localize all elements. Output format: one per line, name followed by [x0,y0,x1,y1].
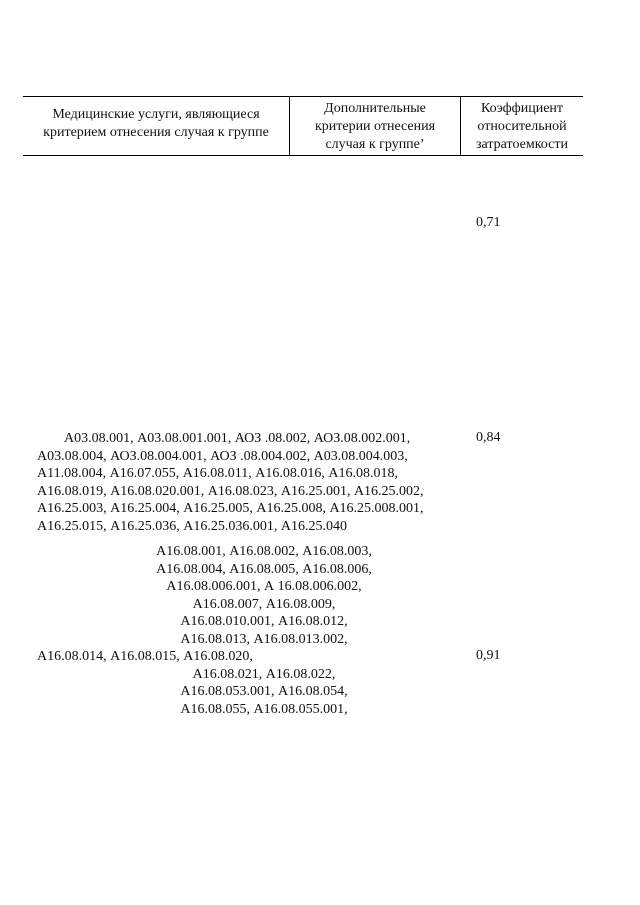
service-line: А16.08.004, А16.08.005, А16.08.006, [156,561,372,577]
header-top-rule [23,96,583,97]
service-line: А16.08.014, А16.08.015, А16.08.020, [37,649,253,664]
service-line: А16.25.015, А16.25.036, А16.25.036.001, А16.25.040 [37,518,347,534]
header-bottom-rule [23,155,583,156]
service-line: А16.08.053.001, А16.08.054, [180,684,348,699]
service-line: А16.25.003, А16.25.004, А16.25.005, А16.25.008, А16.25.008.001, [37,501,424,516]
header-services [23,106,289,142]
service-line: А03.08.001, А03.08.001.001, АОЗ .08.002, АОЗ.08.002.001, [64,431,411,446]
header-line: Медицинские услуги, являющиеся [52,107,260,122]
header-line: критерием отнесения случая к группе [43,125,269,140]
service-line: А11.08.004, А16.07.055, А16.08.011, А16.08.016, А16.08.018, [37,466,399,481]
service-line: А16.08.010.001, А16.08.012, [180,614,348,629]
header-line: Коэффициент [480,101,564,116]
coefficient-value: 0,84 [476,430,501,445]
header-line: затратоемкости [476,137,568,152]
header-line: Дополнительные [324,101,426,116]
coefficient-value: 0,91 [476,648,501,663]
services-list [37,543,477,718]
header-additional-criteria [290,100,460,154]
service-line: А16.08.001, А16.08.002, А16.08.003, [156,544,372,559]
service-line: А16.08.007, А16.08.009, [192,596,336,612]
service-line: А16.08.021, А16.08.022, [192,666,336,682]
service-line: А16.08.019, А16.08.020.001, А16.08.023, А16.25.001, А16.25.002, [37,483,424,499]
header-coefficient [461,100,583,154]
service-line: А03.08.004, АОЗ.08.004.001, АОЗ .08.004.002, А03.08.004.003, [37,448,408,464]
service-line: А16.08.006.001, А 16.08.006.002, [166,579,362,594]
service-line: А16.08.055, А16.08.055.001, [180,701,348,717]
services-list [37,430,477,535]
table-header [23,96,583,156]
header-line: критерии отнесения [314,119,436,134]
coefficient-value: 0,71 [476,215,501,230]
header-line: относительной [477,119,567,134]
header-line: случая к группе’ [325,137,425,152]
service-line: А16.08.013, А16.08.013.002, [180,631,348,647]
